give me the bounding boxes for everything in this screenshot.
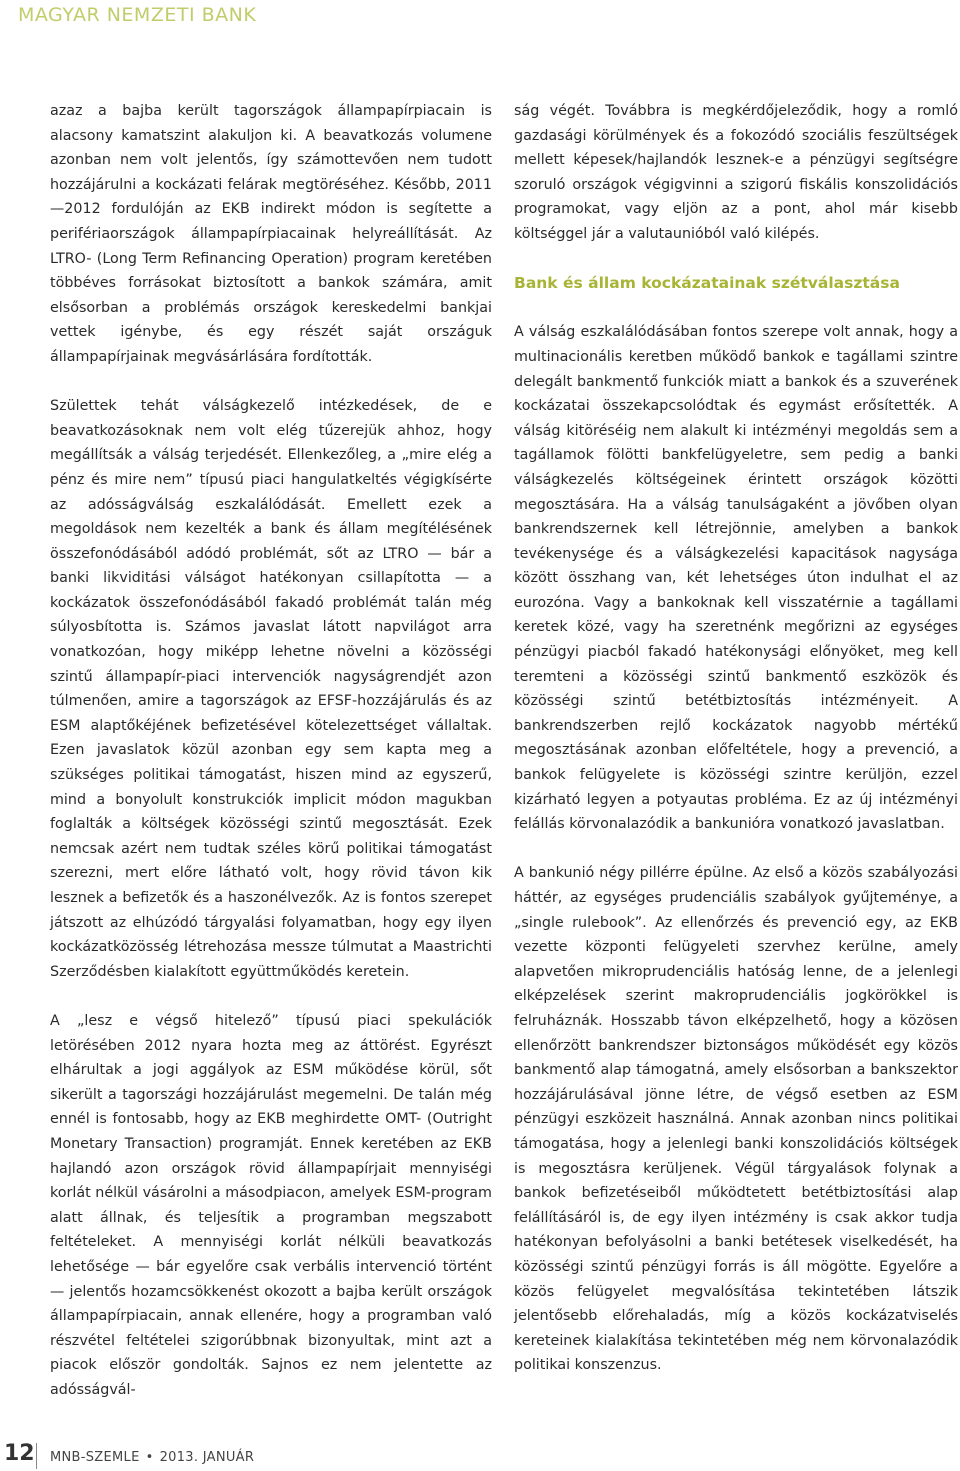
bullet-separator: •	[145, 1450, 154, 1465]
left-column	[50, 99, 492, 1402]
issue-date: 2013. JANUÁR	[159, 1450, 255, 1465]
running-header: MAGYAR NEMZETI BANK	[18, 4, 257, 26]
paragraph: A bankunió négy pillérre épülne. Az első a közös szabályozási háttér, az egységes prudenciális szabályok gyűjteménye, a „single rulebook”. Az ellenőrzés és prevenció egy, az EKB vezette központi felügyeleti szervhez kerülne, amely alapvetően mikroprudenciális hatóság lenne, de a jelenlegi elképzelések szerint makroprudenciális jogkörökkel is felruháznák. Hosszabb távon elképzelhető, hogy a közösen ellenőrzött bankrendszer biztonságos működését egy közös bankmentő alap támogatná, amely elsősorban a bankszektor hozzájárulásával jönne létre, de végső esetben az ESM pénzügyi eszközeit használná. Annak azonban nincs politikai támogatása, hogy a jelenlegi banki konszolidációs költségek is megosztásra kerüljenek. Végül tárgyalások folynak a bankok befizetéseiből működtetett betétbiztosítási alap felállításáról is, de egy ilyen intézmény is csak akkor tudja hatékonyan befolyásolni a banki betétesek viselkedését, ha közösségi szintű pénzügyi forrás is áll mögötte. Egyelőre a közös felügyelet megvalósítása tekintetében látszik jelentősebb előrehaladás, míg a közös kockázatviselés kereteinek kialakítása tekintetében még nem körvonalazódik politikai konszenzus.	[514, 865, 958, 1374]
paragraph: ság végét. Továbbra is megkérdőjeleződik, hogy a romló gazdasági körülmények és a fokozódó szociális feszültségek mellett képesek/hajlandók lesznek-e a pénzügyi segítségre szoruló országok végigvinni a szigorú fiskális konszolidációs programokat, vagy eljön az a pont, ahol már kisebb költséggel jár a valutaunióból való kilépés.	[514, 103, 958, 242]
section-title: Bank és állam kockázatainak szétválasztása	[514, 274, 900, 293]
paragraph: A válság eszkalálódásában fontos szerepe volt annak, hogy a multinacionális keretben működő bankok e tagállami szintre delegált bankmentő funkciók miatt a bankok és a szuverének kockázatai összekapcsolódtak és egymást erősítették. A válság kitöréséig nem alakult ki intézményi megoldás sem a tagállamok fölötti bankfelügyeletre, sem pedig a banki válságkezelés költségeinek érintett országok közötti megosztására. Ha a válság tanulságaként a jövőben olyan bankrendszernek kell létrejönnie, amelyben a bankok tevékenysége és a válságkezelési kapacitások nagysága között összhang van, két lehetséges úton indulhat el az eurozóna. Vagy a bankoknak kell visszatérnie a tagállami keretek közé, vagy ha szeretnénk megőrizni az egységes pénzügyi piacból fakadó hatékonysági előnyöket, meg kell teremteni a közösségi szintű bankmentő eszközök és közösségi szintű betétbiztosítás intézményeit. A bankrendszerben rejlő kockázatok nagyobb mértékű megosztásának azonban előfeltétele, hogy a prevenció, a bankok felügyelete is közösségi szintre kerüljön, ezzel kizárható legyen a potyautas probléma. Ez az új intézményi felállás körvonalazódik a bankunióra vonatkozó javaslatban.	[514, 324, 958, 833]
right-column	[514, 99, 958, 1378]
paragraph: azaz a bajba került tagországok állampapírpiacain is alacsony kamatszint alakuljon ki. A beavatkozás volumene azonban nem volt jelentős, így számottevően nem tudott hozzájárulni a kockázati felárak megtöréséhez. Később, 2011—2012 fordulóján az EKB indirekt módon is segítette a perifériaországok állampapírpiacainak helyreállítását. Az LTRO- (Long Term Refinancing Operation) program keretében többéves forrásokat biztosított a bankok számára, amit elsősorban a problémás országok kereskedelmi bankjai vettek igénybe, és egy részét saját országuk állampapírjainak megvásárlására fordították.	[50, 103, 492, 365]
footer-divider	[36, 1443, 37, 1469]
page-number: 12	[4, 1441, 35, 1466]
footer-publication	[50, 1450, 254, 1465]
page-footer	[0, 1441, 400, 1471]
paragraph: A „lesz e végső hitelező” típusú piaci spekulációk letörésében 2012 nyara hozta meg az áttörést. Egyrészt elhárultak a jogi aggályok az ESM működése körül, sőt sikerült a tagországi hozzájárulást megemelni. De talán még ennél is fontosabb, hogy az EKB meghirdette OMT- (Outright Monetary Transaction) programját. Ennek keretében az EKB hajlandó azon országok rövid állampapírjait mennyiségi korlát nélkül vásárolni a másodpiacon, amelyek ESM-program alatt állnak, és teljesítik a programban megszabott feltételeket. A mennyiségi korlát nélküli beavatkozás lehetősége — bár egyelőre csak verbális intervenció történt — jelentős hozamcsökkenést okozott a bajba került országok állampapírpiacain, annak ellenére, hogy a programban való részvétel feltételei szigorúbbnak bizonyultak, mint azt a piacok először gondolták. Sajnos ez nem jelentette az adósságvál-	[50, 1012, 492, 1398]
paragraph: Születtek tehát válságkezelő intézkedések, de e beavatkozásoknak nem volt elég tűzerejük ahhoz, hogy megállítsák a válság terjedését. Ellenkezőleg, a „mire elég a pénz és mire nem” típusú piaci hangulatkeltés végigkísérte az adósságválság eszkalálódását. Emellett ezek a megoldások nem kezelték a bank és állam megítélésének összefonódásából adódó problémát, sőt az LTRO — bár a banki likviditási válságot hatékonyan csillapította — a kockázatok összefonódásából fakadó problémát talán még súlyosbította is. Számos javaslat látott napvilágot arra vonatkozóan, hogy miképp lehetne növelni a közösségi szintű állampapír-piaci intervenciók nagyságrendjét azon túlmenően, amire a tagországok az EFSF-hozzájárulás és az ESM alaptőkéjének befizetésével kötelezettséget vállaltak. Ezen javaslatok közül azonban egy sem kapta meg a szükséges politikai támogatást, hiszen mind az egyszerű, mind a bonyolult konstrukciók implicit módon magukban foglalták a költségek közösségi szintű megosztását. Ezek nemcsak azért nem tudtak széles körű politikai támogatást szerezni, mert előre látható volt, hogy rövid távon kik lesznek a befizetők és a haszonélvezők. Az is fontos szerepet játszott az elhúzódó tárgyalási folyamatban, hogy egy ilyen kockázatközösség létrehozása messze túlmutat a Maastrichti Szerződésben kialakított együttműködés keretein.	[50, 398, 492, 980]
publication-name: MNB-SZEMLE	[50, 1450, 140, 1465]
